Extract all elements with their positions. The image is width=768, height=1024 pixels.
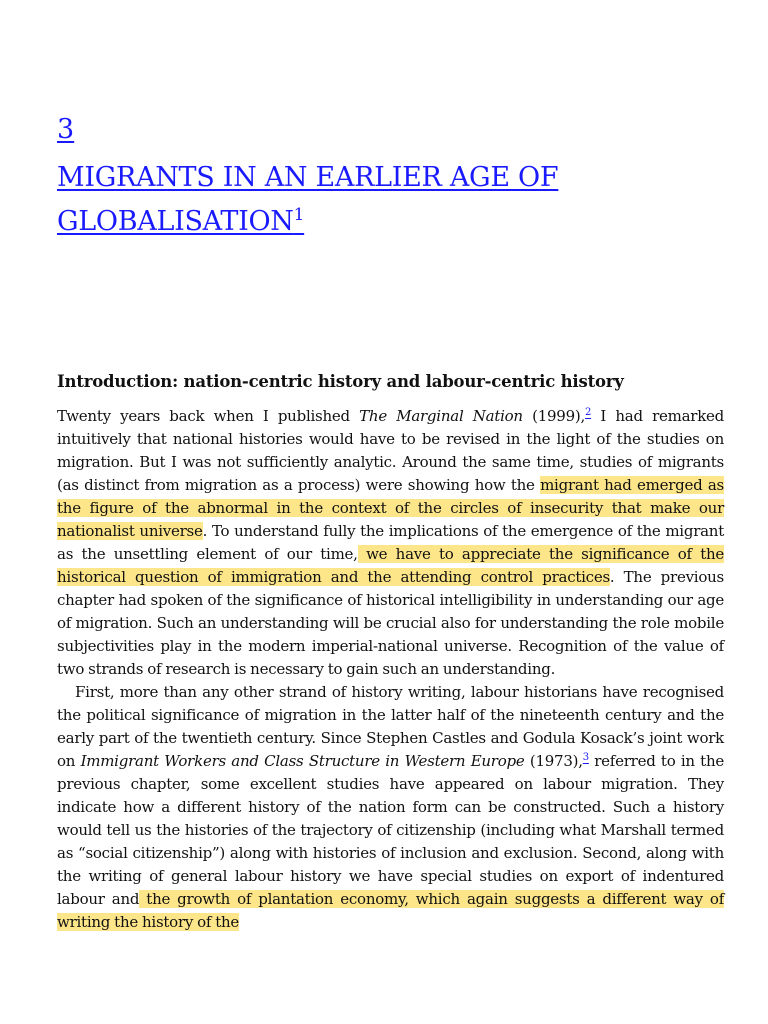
text-run: . The previous chapter had spoken of the significance of historical intelligibility in understanding our age of migration. Such an understanding will be crucial also for understanding the role mobile subjectivities play in the modern imperial-national universe. Recognition of the value of two strands of research is necessary to gain such an understanding. xyxy=(57,568,724,678)
chapter-number-link[interactable]: 3 xyxy=(57,114,75,145)
book-title: Immigrant Workers and Class Structure in Western Europe xyxy=(80,752,525,770)
footnote-link-3[interactable]: 3 xyxy=(582,752,589,763)
text-run: First, more than any other strand of history writing, labour historians have recognised the political significance of migration in the latter half of the nineteenth century and the early part of the twentieth century. Since Stephen Castles and Godula Kosack’s joint work on xyxy=(57,683,724,770)
body-text xyxy=(57,405,724,934)
highlighted-passage-1[interactable]: migrant had emerged as the figure of the abnormal in the context of the circles of insecurity that make our nationalist universe xyxy=(57,476,724,540)
text-run: (1973), xyxy=(524,752,583,770)
book-title: The Marginal Nation xyxy=(359,407,523,425)
section-heading: Introduction: nation-centric history and labour-centric history xyxy=(57,372,624,391)
paragraph-1 xyxy=(57,405,724,681)
text-run: referred to in the previous chapter, some excellent studies have appeared on labour migration. They indicate how a different history of the nation form can be constructed. Such a history would tell us the histories of the trajectory of citizenship (including what Marshall termed as “social citizenship”) along with histories of inclusion and exclusion. Second, along with the writing of general labour history we have special studies on export of indentured labour and xyxy=(57,752,724,908)
text-run: I had remarked intuitively that national histories would have to be revised in the light of the studies on migration. But I was not sufficiently analytic. Around the same time, studies of migrants (as distinct from migration as a process) were showing how the xyxy=(57,407,725,494)
chapter-title-footnote: 1 xyxy=(293,205,305,225)
footnote-link-2[interactable]: 2 xyxy=(585,407,592,418)
highlighted-passage-2[interactable]: we have to appreciate the significance of the historical question of immigration and the attending control practices xyxy=(57,545,725,586)
chapter-title xyxy=(57,156,724,244)
text-run: . To understand fully the implications of the emergence of the migrant as the unsettling element of our time, xyxy=(57,522,724,563)
text-run: Twenty years back when I published xyxy=(57,407,360,425)
highlighted-passage-3[interactable]: the growth of plantation economy, which again suggests a different way of writing the history of the xyxy=(57,890,724,931)
chapter-title-text: MIGRANTS IN AN EARLIER AGE OF GLOBALISATION xyxy=(57,162,559,237)
chapter-title-link[interactable] xyxy=(57,162,558,237)
text-run: (1999), xyxy=(522,407,586,425)
paragraph-2 xyxy=(57,681,724,934)
